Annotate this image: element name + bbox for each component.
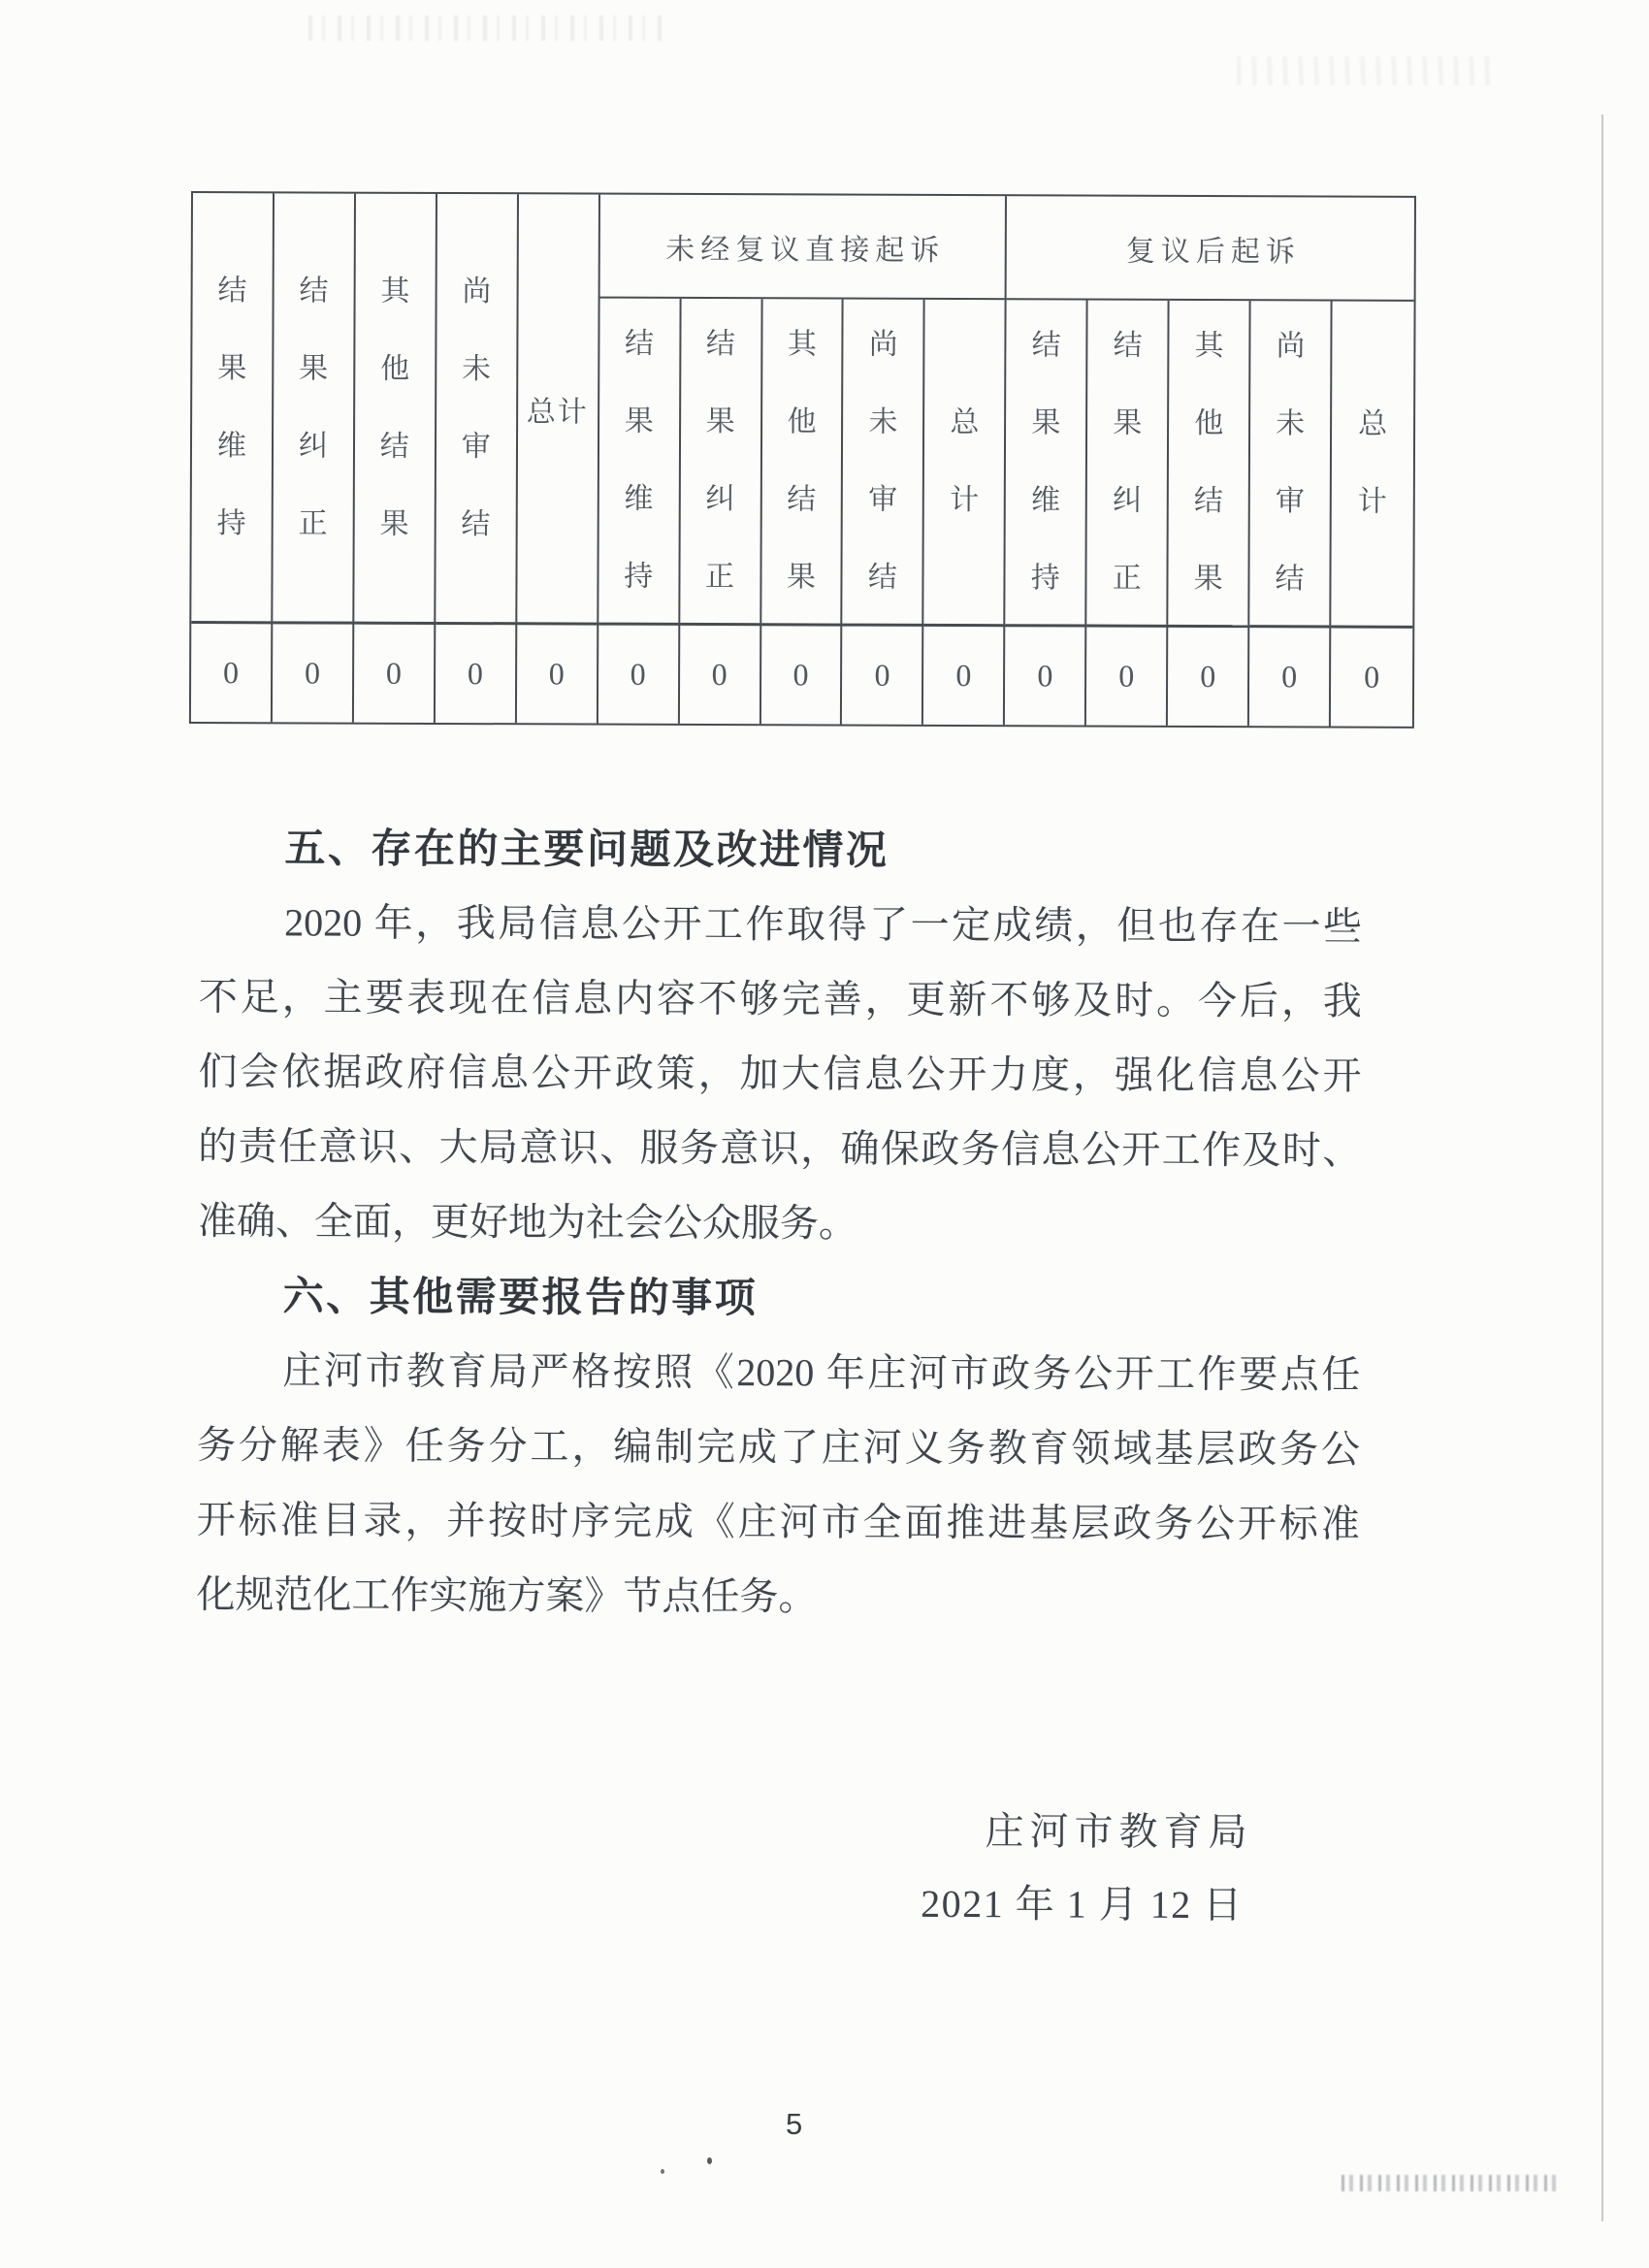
page-number: 5 <box>786 2107 803 2141</box>
header-char: 果 <box>624 405 654 437</box>
header-char: 结 <box>1275 563 1305 596</box>
vertical-label <box>1275 308 1305 618</box>
header-char: 未 <box>1276 407 1306 440</box>
data-cell: 0 <box>436 622 517 723</box>
header-char: 持 <box>1030 562 1060 595</box>
header-char: 总 <box>1358 407 1388 440</box>
text-line: 的责任意识、大局意识、服务意识，确保政务信息公开工作及时、 <box>198 1124 1362 1173</box>
header-char: 果 <box>1113 406 1143 439</box>
vertical-label <box>950 384 980 539</box>
column-header <box>680 299 762 623</box>
data-cell: 0 <box>760 623 842 724</box>
header-char: 结 <box>1113 329 1143 362</box>
header-char: 计 <box>950 483 980 517</box>
header-char: 计 <box>1357 485 1387 518</box>
section-heading-2: 六、其他需要报告的事项 <box>282 1273 759 1321</box>
header-char: 他 <box>380 352 410 385</box>
header-char: 纠 <box>298 429 328 463</box>
header-char: 果 <box>786 561 817 594</box>
data-cell: 0 <box>354 622 436 723</box>
scan-edge-line <box>1601 114 1603 2221</box>
data-cell: 0 <box>923 624 1005 725</box>
header-char: 果 <box>299 351 329 385</box>
text-line: 庄河市教育局严格按照《2020 年庄河市政务公开工作要点任 <box>282 1348 1361 1397</box>
header-char: 果 <box>379 507 409 540</box>
data-cell: 0 <box>1005 624 1086 725</box>
group-header: 复议后起诉 <box>1007 196 1414 302</box>
header-char: 纠 <box>705 483 735 516</box>
header-char: 维 <box>1031 484 1061 517</box>
data-cell: 0 <box>1168 625 1249 726</box>
data-cell: 0 <box>273 621 354 722</box>
group-header: 未经复议直接起诉 <box>599 195 1007 301</box>
data-cell: 0 <box>842 624 923 725</box>
signature-date: 2021 年 1 月 12 日 <box>921 1881 1244 1928</box>
header-char: 总 <box>950 405 980 439</box>
column-header <box>191 193 275 621</box>
header-char: 他 <box>1194 406 1224 440</box>
text-line: 们会依据政府信息公开政策，加大信息公开力度，强化信息公开 <box>198 1050 1362 1098</box>
vertical-label <box>624 306 654 616</box>
scan-speck <box>707 2157 712 2164</box>
column-header <box>1087 301 1170 625</box>
header-char: 其 <box>1194 329 1224 363</box>
vertical-label <box>298 252 328 563</box>
text-line: 务分解表》任务分工，编制完成了庄河义务教育领域基层政务公 <box>196 1423 1361 1472</box>
column-header <box>1331 302 1413 626</box>
header-char: 正 <box>704 561 735 594</box>
header-char: 审 <box>868 483 898 516</box>
column-header <box>924 300 1007 624</box>
header-char: 尚 <box>868 328 898 361</box>
data-cell: 0 <box>1331 626 1412 727</box>
header-char: 维 <box>216 429 247 462</box>
vertical-label <box>379 252 409 563</box>
header-char: 果 <box>1031 406 1061 439</box>
vertical-label <box>461 253 491 564</box>
header-char: 持 <box>624 560 654 593</box>
column-header <box>843 300 925 624</box>
header-char: 结 <box>624 327 655 360</box>
header-char: 审 <box>461 430 491 463</box>
header-char: 尚 <box>462 275 492 308</box>
column-header <box>1249 301 1332 625</box>
data-cell: 0 <box>1249 625 1331 726</box>
header-char: 结 <box>217 274 247 307</box>
header-char: 其 <box>380 275 410 308</box>
header-char: 正 <box>1112 562 1142 595</box>
column-header-total: 总计 <box>517 194 600 622</box>
data-cell: 0 <box>598 623 680 724</box>
header-char: 维 <box>624 482 654 515</box>
section-heading-1: 五、存在的主要问题及改进情况 <box>284 825 889 873</box>
text-line: 化规范化工作实施方案》节点任务。 <box>196 1572 818 1619</box>
data-cell: 0 <box>1086 625 1168 726</box>
data-cell: 0 <box>680 623 761 724</box>
header-char: 其 <box>787 328 817 361</box>
header-char: 结 <box>787 483 817 516</box>
vertical-label <box>787 306 817 616</box>
header-char: 结 <box>705 328 736 361</box>
column-header <box>273 193 356 621</box>
vertical-label <box>1113 308 1143 618</box>
litigation-outcome-table <box>189 191 1416 729</box>
report-body <box>196 810 1362 1636</box>
header-char: 未 <box>461 352 492 385</box>
header-char: 结 <box>1031 329 1061 362</box>
text-line: 2020 年，我局信息公开工作取得了一定成绩，但也存在一些 <box>284 900 1363 949</box>
header-char: 纠 <box>1112 484 1143 517</box>
header-char: 未 <box>868 405 898 438</box>
column-header <box>1168 301 1250 625</box>
header-char: 他 <box>787 405 817 438</box>
header-char: 果 <box>1193 562 1223 596</box>
scan-speck <box>661 2169 664 2174</box>
column-header <box>436 194 519 622</box>
vertical-label <box>1031 307 1061 617</box>
header-char: 结 <box>379 430 409 463</box>
column-header <box>761 299 844 623</box>
header-char: 持 <box>216 506 246 539</box>
vertical-label <box>705 306 735 616</box>
vertical-label <box>1193 308 1223 618</box>
header-char: 正 <box>298 506 328 540</box>
text-line: 不足，主要表现在信息内容不够完善，更新不够及时。今后，我 <box>198 975 1362 1023</box>
header-char: 尚 <box>1276 330 1306 363</box>
signature-organization: 庄河市教育局 <box>985 1809 1253 1855</box>
header-char: 果 <box>705 405 735 438</box>
header-char: 结 <box>867 561 897 594</box>
header-char: 结 <box>299 274 329 308</box>
header-char: 结 <box>1193 484 1224 518</box>
column-header <box>1006 300 1088 624</box>
column-header <box>354 194 437 622</box>
data-cell: 0 <box>517 622 598 723</box>
header-char: 结 <box>461 507 491 540</box>
vertical-label <box>1358 386 1388 541</box>
text-line: 开标准目录，并按时序完成《庄河市全面推进基层政务公开标准 <box>196 1498 1360 1546</box>
header-char: 果 <box>217 351 247 384</box>
header-char: 审 <box>1275 485 1305 518</box>
column-header <box>598 299 681 623</box>
text-line: 准确、全面，更好地为社会公众服务。 <box>197 1199 858 1246</box>
data-cell: 0 <box>191 621 273 722</box>
vertical-label <box>216 252 246 563</box>
vertical-label <box>868 307 898 617</box>
